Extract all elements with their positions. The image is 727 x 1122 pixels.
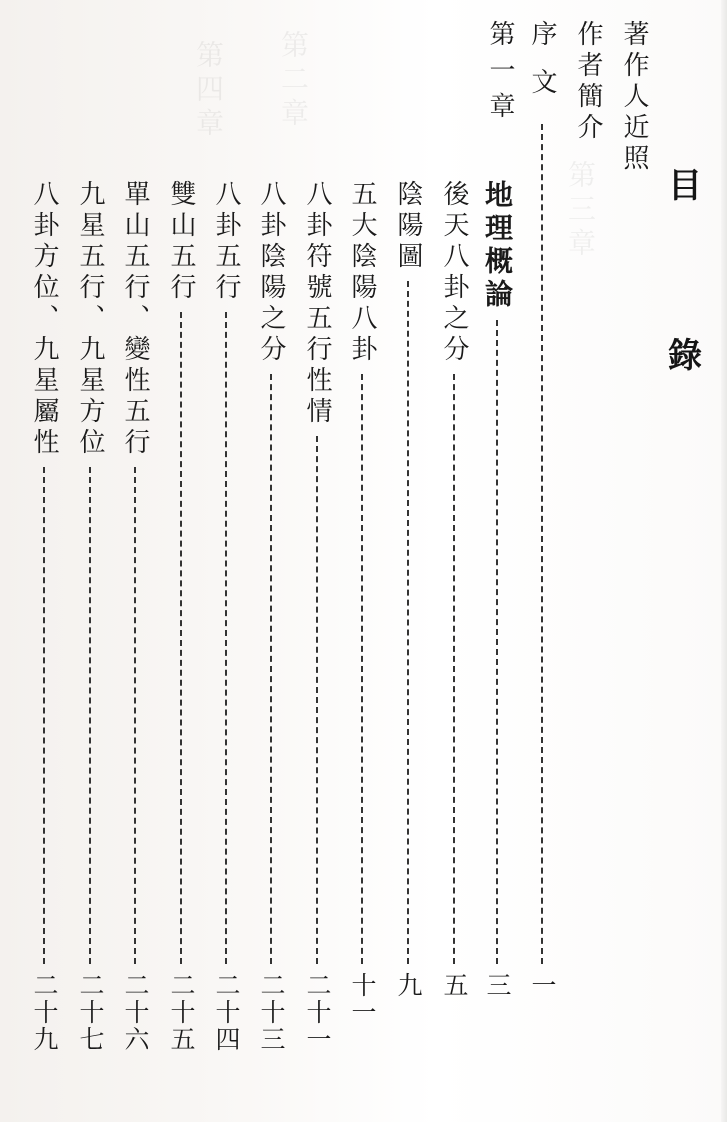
toc-entry-nine-stars[interactable] — [73, 180, 107, 1090]
toc-entry-label: 後天八卦之分 — [439, 180, 469, 366]
toc-entry-label: 陰陽圖 — [393, 180, 423, 273]
toc-entry-preface[interactable] — [525, 20, 559, 1090]
toc-entry-label: 雙山五行 — [166, 180, 196, 304]
toc-entry-label: 八卦方位、九星屬性 — [29, 180, 59, 459]
toc-entry-label: 五大陰陽八卦 — [347, 180, 377, 366]
dotted-leader — [453, 374, 455, 964]
toc-entry-double-mountain[interactable] — [164, 180, 198, 1090]
toc-entry-label: 九星五行、九星方位 — [75, 180, 105, 459]
toc-entry-label: 八卦五行 — [211, 180, 241, 304]
toc-title-mu: 目 — [668, 166, 702, 206]
toc-entry-label: 單山五行、變性五行 — [120, 180, 150, 459]
toc-page-number: 二十九 — [30, 972, 59, 1053]
toc-page-number: 五 — [440, 972, 469, 999]
toc-entry-single-mountain[interactable] — [118, 180, 152, 1090]
dotted-leader — [43, 467, 45, 964]
toc-entry-author-photo[interactable] — [617, 20, 651, 1090]
dotted-leader — [89, 467, 91, 964]
toc-entry-label: 地理概論 — [481, 180, 514, 312]
toc-entry-later-heaven-bagua[interactable] — [437, 180, 471, 1090]
toc-page-number: 二十六 — [121, 972, 150, 1053]
toc-entry-label: 八卦符號五行性情 — [302, 180, 332, 428]
toc-entry-bagua-five-elements[interactable] — [209, 180, 243, 1090]
toc-page-number: 二十一 — [303, 972, 332, 1053]
dotted-leader — [361, 374, 363, 964]
toc-page-number: 二十五 — [167, 972, 196, 1053]
toc-entry-five-yinyang-bagua[interactable] — [345, 180, 379, 1090]
toc-page-number: 一 — [528, 972, 557, 999]
toc-entry-bagua-symbols[interactable] — [300, 180, 334, 1090]
toc-entry-label: 序文 — [527, 20, 557, 116]
dotted-leader — [134, 467, 136, 964]
toc-entry-label: 著作人近照 — [619, 20, 649, 175]
dotted-leader — [541, 124, 543, 964]
dotted-leader — [407, 281, 409, 964]
scan-edge-shadow — [721, 0, 727, 1122]
toc-title-lu: 錄 — [668, 336, 702, 376]
toc-page-number: 三 — [483, 972, 512, 999]
toc-chapter-label: 第一章 — [485, 20, 515, 128]
toc-entry-bagua-directions[interactable] — [27, 180, 61, 1090]
toc-page-number: 二十七 — [76, 972, 105, 1053]
dotted-leader — [496, 320, 498, 964]
dotted-leader — [270, 374, 272, 964]
dotted-leader — [225, 312, 227, 964]
bleed-through-text: 第四章 第二章 第三章 — [192, 30, 597, 262]
toc-entry-bagua-yinyang[interactable] — [254, 180, 288, 1090]
toc-entry-yinyang-diagram[interactable] — [391, 180, 425, 1090]
toc-page-number: 二十三 — [257, 972, 286, 1053]
toc-page-number: 十一 — [348, 972, 377, 1026]
toc-page-number: 九 — [394, 972, 423, 999]
toc-entry-label: 作者簡介 — [573, 20, 603, 144]
toc-page-number: 二十四 — [212, 972, 241, 1053]
toc-entry-label: 八卦陰陽之分 — [256, 180, 286, 366]
dotted-leader — [180, 312, 182, 964]
toc-entry-geography-overview[interactable] — [480, 180, 514, 1090]
toc-entry-author-intro[interactable] — [571, 20, 605, 1090]
dotted-leader — [316, 436, 318, 964]
